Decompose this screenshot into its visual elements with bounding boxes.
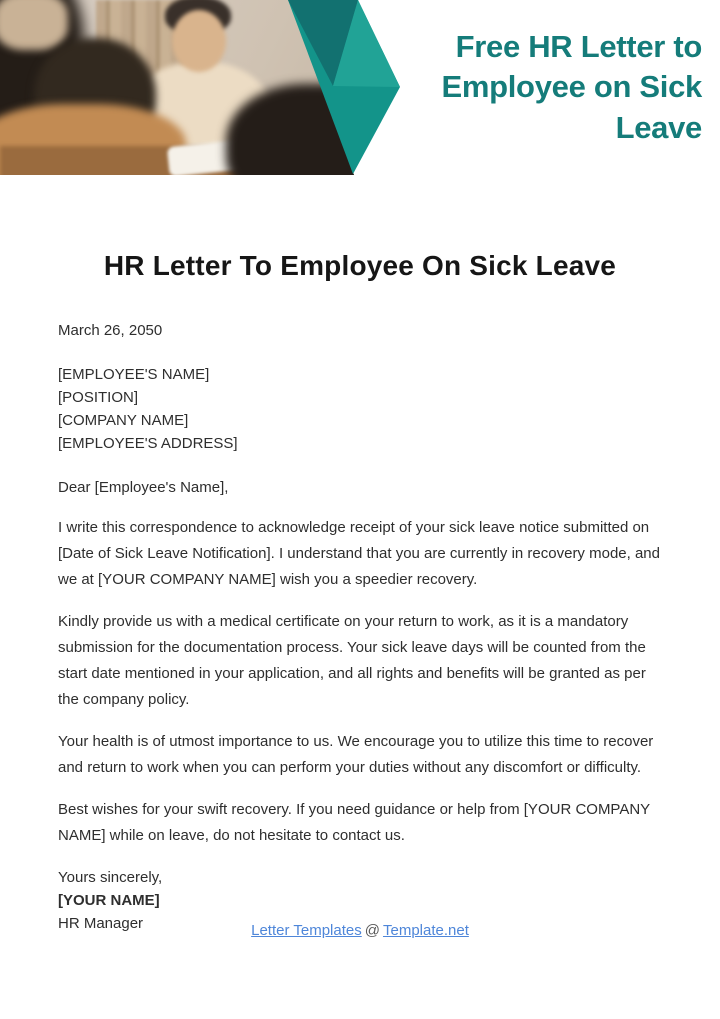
recipient-name: [EMPLOYEE'S NAME] bbox=[58, 366, 210, 383]
recipient-block bbox=[58, 363, 662, 455]
paragraph-3: Your health is of utmost importance to us. We encourage you to utilize this time to recover and return to work when you can perform your duties without any discomfort or difficulty. bbox=[58, 733, 654, 776]
signature-title: HR Manager bbox=[58, 915, 144, 932]
paragraph-1: I write this correspondence to acknowledge receipt of your sick leave notice submitted on [Date of Sick Leave Notification]. I understand that you are currently in recovery mode, and we at [YOUR COMPANY NAME] wish you a speedier recovery. bbox=[58, 519, 660, 588]
signature-name: [YOUR NAME] bbox=[58, 892, 160, 909]
recipient-address: [EMPLOYEE'S ADDRESS] bbox=[58, 435, 238, 452]
paragraph-2: Kindly provide us with a medical certificate on your return to work, as it is a mandatory submission for the documentation process. Your sick leave days will be counted from the start date mentioned in your application, and all rights and benefits will be granted as per the company policy. bbox=[58, 613, 646, 708]
template-net-link[interactable]: Template.net bbox=[382, 922, 469, 939]
paragraph-4: Best wishes for your swift recovery. If you need guidance or help from [YOUR COMPANY NAME] while on leave, do not hesitate to contact us. bbox=[58, 801, 650, 844]
banner-title: Free HR Letter to Employee on Sick Leave bbox=[441, 29, 702, 145]
footer bbox=[0, 922, 720, 939]
at-separator: @ bbox=[364, 922, 380, 939]
letter-date: March 26, 2050 bbox=[58, 322, 163, 339]
photo-man-face bbox=[172, 10, 226, 72]
letter-templates-link[interactable]: Letter Templates bbox=[251, 922, 362, 939]
recipient-company: [COMPANY NAME] bbox=[58, 412, 189, 429]
letter-title: HR Letter To Employee On Sick Leave bbox=[103, 250, 617, 281]
recipient-position: [POSITION] bbox=[58, 389, 139, 406]
closing-phrase: Yours sincerely, bbox=[58, 869, 163, 886]
salutation: Dear [Employee's Name], bbox=[58, 479, 229, 496]
header-banner bbox=[0, 0, 720, 176]
letter-body bbox=[58, 176, 662, 935]
photo-beige-blob bbox=[0, 0, 68, 50]
